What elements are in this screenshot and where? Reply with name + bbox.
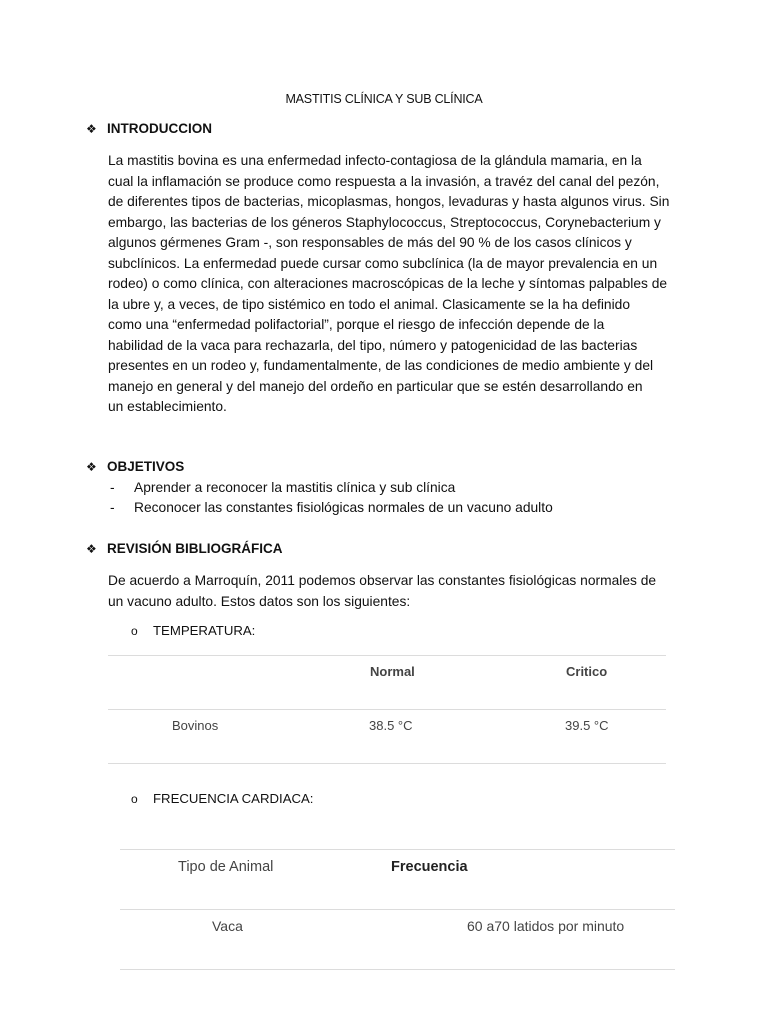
paragraph-line: habilidad de la vaca para rechazarla, del tipo, número y patogenicidad de las bacterias: [108, 337, 638, 353]
paragraph-line: rodeo) o como clínica, con alteraciones macroscópicas de la leche y síntomas palpables de: [108, 276, 668, 291]
paragraph-line: de diferentes tipos de bacterias, micoplasmas, hongos, levaduras y hasta algunos virus. Sin: [108, 194, 670, 209]
diamond-bullet-icon: ❖: [86, 122, 97, 136]
table-rule: [120, 969, 675, 970]
objective-item: [110, 500, 553, 515]
table-cell: Bovinos: [172, 718, 219, 733]
heading-text: REVISIÓN BIBLIOGRÁFICA: [107, 541, 283, 556]
diamond-bullet-icon: ❖: [86, 460, 97, 474]
table-rule: [108, 709, 666, 710]
diamond-bullet-icon: ❖: [86, 542, 97, 556]
heading-text: OBJETIVOS: [107, 459, 185, 474]
objective-text: Reconocer las constantes fisiológicas normales de un vacuno adulto: [134, 500, 553, 515]
objective-item: [110, 480, 455, 495]
objective-text: Aprender a reconocer la mastitis clínica y sub clínica: [134, 480, 456, 495]
table-header-cell: Frecuencia: [391, 859, 468, 875]
paragraph-line: De acuerdo a Marroquín, 2011 podemos observar las constantes fisiológicas normales de: [108, 573, 657, 588]
paragraph-line: subclínicos. La enfermedad puede cursar como subclínica (la de mayor prevalencia en un: [108, 255, 658, 271]
document-title: MASTITIS CLÍNICA Y SUB CLÍNICA: [285, 92, 483, 106]
subheading-temperatura: [131, 623, 255, 638]
heading-objetivos: [86, 459, 184, 474]
heading-text: INTRODUCCION: [107, 121, 212, 136]
table-cell: Vaca: [212, 918, 243, 934]
temperature-table: [108, 655, 666, 765]
heart-rate-table: [120, 849, 675, 971]
circle-bullet: o: [131, 624, 138, 638]
table-header-cell: Critico: [566, 664, 608, 679]
heading-introduccion: [86, 121, 212, 136]
table-header-cell: Normal: [370, 664, 415, 679]
table-rule: [108, 655, 666, 656]
intro-paragraph: [108, 151, 670, 418]
subheading-text: FRECUENCIA CARDIACA:: [153, 791, 314, 806]
table-rule: [120, 849, 675, 850]
paragraph-line: un vacuno adulto. Estos datos son los siguientes:: [108, 593, 411, 609]
table-header-cell: Tipo de Animal: [178, 859, 274, 875]
table-cell: 60 a70 latidos por minuto: [467, 918, 625, 934]
paragraph-line: como una “enfermedad polifactorial”, porque el riesgo de infección depende de la: [108, 317, 605, 332]
table-rule: [108, 763, 666, 764]
circle-bullet: o: [131, 792, 138, 806]
paragraph-line: cual la inflamación se produce como respuesta a la invasión, a travéz del canal del pezón,: [108, 173, 660, 189]
table-cell: 39.5 °C: [565, 718, 609, 733]
heading-revision: [86, 541, 283, 556]
table-rule: [120, 909, 675, 910]
subheading-text: TEMPERATURA:: [153, 623, 256, 638]
dash-bullet: -: [110, 480, 115, 495]
paragraph-line: algunos gérmenes Gram -, son responsables de más del 90 % de los casos clínicos y: [108, 235, 632, 250]
paragraph-line: embargo, las bacterias de los géneros Staphylococcus, Streptococcus, Corynebacterium y: [108, 214, 661, 230]
paragraph-line: presentes en un rodeo y, fundamentalmente, de las condiciones de medio ambiente y del: [108, 358, 654, 373]
dash-bullet: -: [110, 500, 115, 515]
table-cell: 38.5 °C: [369, 718, 413, 733]
subheading-frecuencia: [131, 791, 313, 806]
paragraph-line: La mastitis bovina es una enfermedad infecto-contagiosa de la glándula mamaria, en la: [108, 153, 642, 168]
paragraph-line: la ubre y, a veces, de tipo sistémico en todo el animal. Clasicamente se la ha definido: [108, 296, 631, 312]
paragraph-line: manejo en general y del manejo del ordeño en particular que se estén desarrollando en: [108, 378, 643, 394]
paragraph-line: un establecimiento.: [108, 399, 227, 414]
revision-paragraph: [108, 571, 660, 612]
